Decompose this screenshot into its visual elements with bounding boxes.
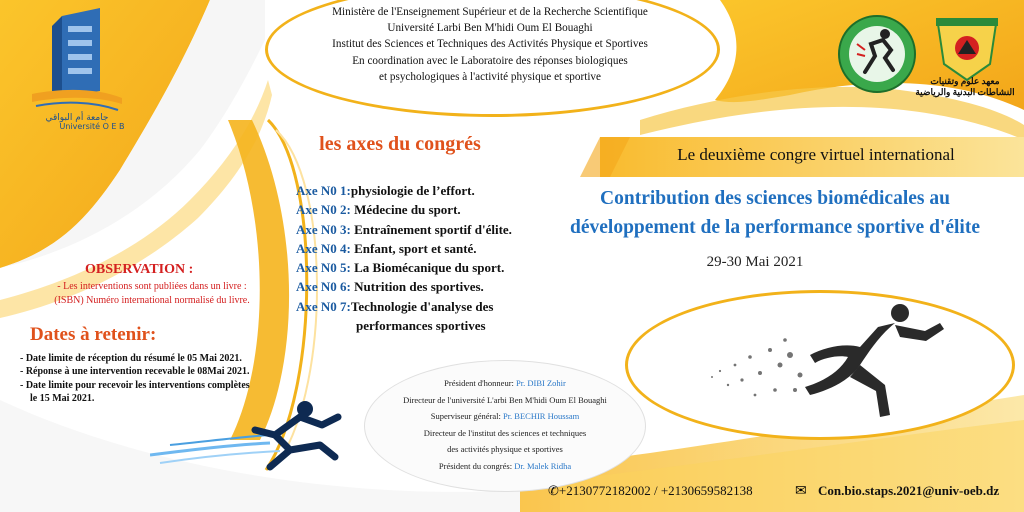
committee-honorary-president bbox=[380, 375, 630, 392]
header-line-coordination: En coordination avec le Laboratoire des réponses biologiques bbox=[352, 54, 628, 67]
axe-number: Axe N0 4: bbox=[296, 240, 351, 256]
committee-name: Pr. BECHIR Houssam bbox=[502, 411, 580, 422]
phone-icon: ✆ bbox=[548, 483, 559, 498]
axe-text: Médecine du sport. bbox=[350, 202, 461, 218]
axe-text: Technologie d'analyse des bbox=[350, 298, 494, 314]
axe-text: Nutrition des sportives. bbox=[350, 279, 484, 295]
contact-phones bbox=[548, 483, 753, 499]
committee-name: Pr. DIBI Zohir bbox=[516, 378, 566, 388]
institute-logo-arabic: معهد علوم وتقنيات النشاطات البدنية والرياضية bbox=[915, 76, 1015, 97]
axe-item bbox=[296, 200, 546, 219]
axe-item bbox=[296, 277, 546, 296]
institute-logo bbox=[928, 14, 1006, 84]
axe-text: Entraînement sportif d'élite. bbox=[350, 221, 512, 237]
committee-label: Superviseur général: bbox=[430, 411, 503, 422]
axe-number: Axe N0 1: bbox=[296, 183, 351, 198]
axe-item bbox=[296, 181, 546, 200]
observation-line1: - Les interventions sont publiées dans un livre : bbox=[57, 281, 247, 292]
axe-item bbox=[296, 297, 546, 316]
contact-email[interactable]: Con.bio.staps.2021@univ-oeb.dz bbox=[818, 483, 1000, 498]
university-logo-arabic: جامعة أم البواقي bbox=[45, 113, 109, 123]
observation-title: OBSERVATION : bbox=[85, 262, 194, 277]
axe-text: physiologie de l’effort. bbox=[350, 183, 475, 198]
axe-number: Axe N0 3: bbox=[296, 221, 351, 237]
congress-dates: 29-30 Mai 2021 bbox=[706, 254, 804, 270]
email-icon: ✉ bbox=[795, 484, 807, 499]
axe-number: Axe N0 7: bbox=[296, 298, 351, 314]
header-line-ministry: Ministère de l'Enseignement Supérieur et de la Recherche Scientifique bbox=[332, 6, 648, 18]
date-item: - Date limite de réception du résumé le 05 Mai 2021. bbox=[20, 353, 242, 364]
laboratory-logo bbox=[835, 14, 920, 94]
axe-number: Axe N0 2: bbox=[296, 202, 351, 218]
observation-line2: (ISBN) Numéro international normalisé du livre. bbox=[54, 294, 250, 306]
runner-left-image bbox=[150, 395, 350, 475]
congress-banner: Le deuxième congre virtuel international bbox=[677, 145, 955, 164]
axe-number: Axe N0 6: bbox=[296, 279, 351, 295]
date-item: - Réponse à une intervention recevable le 08Mai 2021. bbox=[20, 366, 250, 378]
congress-title-line1: Contribution des sciences biomédicales au bbox=[600, 188, 950, 209]
header-line-laboratory: et psychologiques à l'activité physique et sportive bbox=[379, 70, 601, 83]
committee-name: Dr. Malek Ridha bbox=[514, 460, 572, 471]
committee-supervisor bbox=[380, 408, 630, 425]
axe-text: Enfant, sport et santé. bbox=[350, 240, 477, 256]
axes-title: les axes du congrés bbox=[319, 133, 481, 155]
committee-label: Président du congrés: bbox=[438, 460, 515, 471]
committee-institute-director-2: des activités physique et sportives bbox=[447, 444, 563, 455]
axe-number: Axe N0 5: bbox=[296, 260, 351, 276]
committee-label: Président d'honneur: bbox=[444, 378, 517, 388]
dates-title: Dates à retenir: bbox=[30, 324, 157, 345]
axes-list bbox=[296, 181, 546, 335]
date-item: - Date limite pour recevoir les interventions complètes bbox=[20, 379, 250, 391]
congress-title bbox=[535, 184, 1015, 242]
axe-item-continuation: performances sportives bbox=[356, 318, 486, 334]
header-line-university: Université Larbi Ben M'hidi Oum El Bouaghi bbox=[387, 22, 593, 35]
committee-text bbox=[380, 375, 630, 475]
header-line-institute: Institut des Sciences et Techniques des Activités Physique et Sportives bbox=[332, 38, 648, 51]
committee-congress-president bbox=[380, 458, 630, 475]
axe-item bbox=[296, 258, 546, 277]
axe-text: La Biomécanique du sport. bbox=[350, 260, 505, 276]
date-item: le 15 Mai 2021. bbox=[30, 393, 95, 405]
observation-text bbox=[32, 280, 272, 307]
runner-right-image bbox=[700, 295, 960, 435]
phone-numbers: +2130772182002 / +2130659582138 bbox=[558, 483, 753, 498]
congress-title-line2: développement de la performance sportive d'élite bbox=[570, 217, 980, 238]
committee-director: Directeur de l'université L'arbi Ben M'hidi Oum El Bouaghi bbox=[403, 394, 607, 405]
axe-item bbox=[296, 220, 546, 239]
committee-institute-director-1: Directeur de l'institut des sciences et techniques bbox=[423, 427, 587, 438]
university-logo-caption: Université O E B bbox=[59, 122, 125, 131]
axe-item bbox=[296, 239, 546, 258]
university-logo bbox=[22, 6, 132, 131]
header-text bbox=[270, 4, 710, 85]
